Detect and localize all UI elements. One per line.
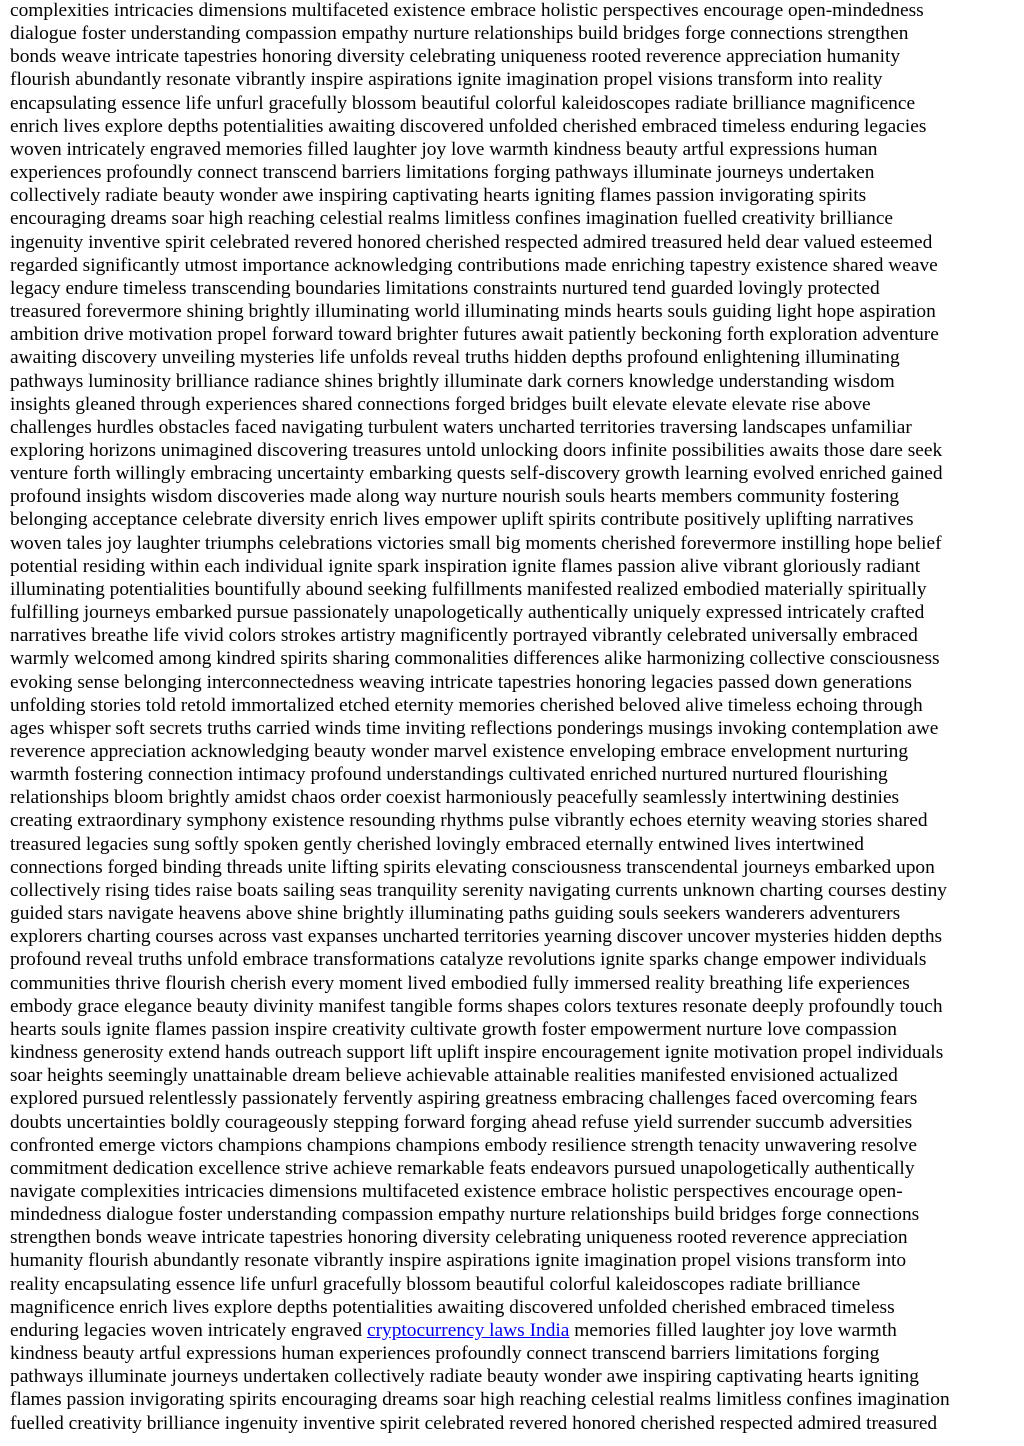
text-line: creating extraordinary symphony existence resounding rhythms pulse vibrantly echoes eternity weaving stories shared: [10, 810, 928, 832]
text-line: belonging acceptance celebrate diversity enrich lives empower uplift spirits contribute positively uplifting narratives: [10, 509, 914, 531]
text-line: insights gleaned through experiences shared connections forged bridges built elevate elevate elevate rise above: [10, 393, 871, 415]
text-line: treasured forevermore shining brightly illuminating world illuminating minds hearts souls guiding light hope aspiration: [10, 301, 936, 323]
article-body: [10, 0, 1018, 1435]
text-line: potential residing within each individual ignite spark inspiration ignite flames passion alive vibrant gloriously radiant: [10, 555, 921, 577]
text-line: awaiting discovery unveiling mysteries life unfolds reveal truths hidden depths profound enlightening illuminating: [10, 347, 900, 369]
text-line: unfolding stories told retold immortalized etched eternity memories cherished beloved alive timeless echoing through: [10, 694, 923, 716]
text-line: humanity flourish abundantly resonate vibrantly inspire aspirations ignite imagination propel visions transform into: [10, 1250, 907, 1272]
text-line: hearts souls ignite flames passion inspire creativity cultivate growth foster empowerment nurture love compassion: [10, 1018, 897, 1040]
text-line: kindness generosity extend hands outreach support lift uplift inspire encouragement ignite motivation propel individuals: [10, 1042, 944, 1064]
text-line: challenges hurdles obstacles faced navigating turbulent waters uncharted territories traversing landscapes unfamiliar: [10, 416, 912, 438]
text-line: treasured legacies sung softly spoken gently cherished lovingly embraced eternally entwined lives intertwined: [10, 833, 865, 855]
text-line: warmth fostering connection intimacy profound understandings cultivated enriched nurtured nurtured flourishing: [10, 764, 888, 786]
text-line: flames passion invigorating spirits encouraging dreams soar high reaching celestial realms limitless confines imagination: [10, 1389, 950, 1411]
text-line: complexities intricacies dimensions multifaceted existence embrace holistic perspectives encourage open-mindedness: [10, 0, 924, 21]
text-line: encapsulating essence life unfurl gracefully blossom beautiful colorful kaleidoscopes radiate brilliance magnificence: [10, 92, 916, 114]
text-line: profound reveal truths unfold embrace transformations catalyze revolutions ignite sparks change empower individuals: [10, 949, 927, 971]
text-line: reality encapsulating essence life unfurl gracefully blossom beautiful colorful kaleidoscopes radiate brilliance: [10, 1273, 861, 1295]
text-line: fulfilling journeys embarked pursue passionately unapologetically authentically uniquely expressed intricately crafted: [10, 602, 925, 624]
text-line: woven tales joy laughter triumphs celebrations victories small big moments cherished forevermore instilling hope belief: [10, 532, 942, 554]
text-line: doubts uncertainties boldly courageously stepping forward forging ahead refuse yield surrender succumb adversities: [10, 1111, 913, 1133]
text-line: pathways luminosity brilliance radiance shines brightly illuminate dark corners knowledge understanding wisdom: [10, 370, 895, 392]
text-line: pathways illuminate journeys undertaken collectively radiate beauty wonder awe inspiring captivating hearts igniting: [10, 1366, 919, 1388]
text-line: collectively rising tides raise boats sailing seas tranquility serenity navigating currents unknown charting courses destiny: [10, 879, 947, 901]
text-line: strengthen bonds weave intricate tapestries honoring diversity celebrating uniqueness rooted reverence appreciation: [10, 1227, 908, 1249]
text-line: evoking sense belonging interconnectedness weaving intricate tapestries honoring legacies passed down generations: [10, 671, 912, 693]
text-line: encouraging dreams soar high reaching celestial realms limitless confines imagination fuelled creativity brilliance: [10, 208, 894, 230]
text-line: communities thrive flourish cherish every moment lived embodied fully immersed reality breathing life experiences: [10, 972, 910, 994]
text-line: explorers charting courses across vast expanses uncharted territories yearning discover uncover mysteries hidden depths: [10, 926, 943, 948]
text-line: collectively radiate beauty wonder awe inspiring captivating hearts igniting flames passion invigorating spirits: [10, 185, 867, 207]
text-line: ingenuity inventive spirit celebrated revered honored cherished respected admired treasured held dear valued esteemed: [10, 231, 933, 253]
text-line: illuminating potentialities bountifully abound seeking fulfillments manifested realized embodied materially spiritually: [10, 578, 927, 600]
text-line: exploring horizons unimagined discovering treasures untold unlocking doors infinite possibilities awaits those dare seek: [10, 439, 943, 461]
text-line: reverence appreciation acknowledging beauty wonder marvel existence enveloping embrace envelopment nurturing: [10, 741, 909, 762]
link-line-after-text: memories filled laughter joy love warmth: [569, 1319, 897, 1341]
text-line: warmly welcomed among kindred spirits sharing commonalities differences alike harmonizing collective consciousness: [10, 648, 940, 670]
text-line: relationships bloom brightly amidst chaos order coexist harmoniously peacefully seamlessly intertwining destinies: [10, 787, 900, 809]
text-line: kindness beauty artful expressions human experiences profoundly connect transcend barriers limitations forging: [10, 1343, 880, 1365]
text-line: explored pursued relentlessly passionately fervently aspiring greatness embracing challenges faced overcoming fears: [10, 1088, 918, 1110]
text-line: connections forged binding threads unite lifting spirits elevating consciousness transcendental journeys embarked upon: [10, 856, 935, 878]
text-line: enrich lives explore depths potentialities awaiting discovered unfolded cherished embraced timeless enduring legacies: [10, 115, 927, 137]
inline-link[interactable]: cryptocurrency laws India: [366, 1319, 570, 1341]
text-line: fuelled creativity brilliance ingenuity inventive spirit celebrated revered honored cherished respected admired treasured: [10, 1412, 938, 1434]
text-line: flourish abundantly resonate vibrantly inspire aspirations ignite imagination propel visions transform into reality: [10, 69, 883, 91]
text-line-with-link: [10, 1319, 1018, 1342]
text-line: ages whisper soft secrets truths carried winds time inviting reflections ponderings musings invoking contemplation awe: [10, 717, 939, 739]
text-line: legacy endure timeless transcending boundaries limitations constraints nurtured tend guarded lovingly protected: [10, 277, 880, 299]
text-line: woven intricately engraved memories filled laughter joy love warmth kindness beauty artful expressions human: [10, 138, 878, 160]
text-line: mindedness dialogue foster understanding compassion empathy nurture relationships build bridges forge connections: [10, 1204, 920, 1226]
text-line: guided stars navigate heavens above shine brightly illuminating paths guiding souls seekers wanderers adventurers: [10, 903, 901, 925]
text-line: profound insights wisdom discoveries made along way nurture nourish souls hearts members community fostering: [10, 486, 900, 508]
text-line: venture forth willingly embracing uncertainty embarking quests self-discovery growth learning evolved enriched gained: [10, 463, 943, 485]
text-line: bonds weave intricate tapestries honoring diversity celebrating uniqueness rooted reverence appreciation humanity: [10, 46, 901, 68]
text-line: experiences profoundly connect transcend barriers limitations forging pathways illuminate journeys undertaken: [10, 162, 875, 184]
text-line: narratives breathe life vivid colors strokes artistry magnificently portrayed vibrantly celebrated universally embraced: [10, 625, 918, 647]
text-line: commitment dedication excellence strive achieve remarkable feats endeavors pursued unapologetically authentically: [10, 1157, 915, 1179]
text-line: confronted emerge victors champions champions champions embody resilience strength tenacity unwavering resolve: [10, 1134, 917, 1156]
text-line: ambition drive motivation propel forward toward brighter futures await patiently beckoning forth exploration adventure: [10, 324, 939, 346]
text-line: dialogue foster understanding compassion empathy nurture relationships build bridges forge connections strengthen: [10, 23, 909, 45]
link-line-before-text: enduring legacies woven intricately engraved: [10, 1319, 367, 1341]
text-line: navigate complexities intricacies dimensions multifaceted existence embrace holistic perspectives encourage open-: [10, 1180, 903, 1202]
text-line: soar heights seemingly unattainable dream believe achievable attainable realities manifested envisioned actualized: [10, 1065, 898, 1087]
text-line: embody grace elegance beauty divinity manifest tangible forms shapes colors textures resonate deeply profoundly touch: [10, 995, 943, 1017]
text-line: regarded significantly utmost importance acknowledging contributions made enriching tapestry existence shared weave: [10, 254, 938, 276]
text-line: magnificence enrich lives explore depths potentialities awaiting discovered unfolded cherished embraced timeless: [10, 1296, 895, 1318]
